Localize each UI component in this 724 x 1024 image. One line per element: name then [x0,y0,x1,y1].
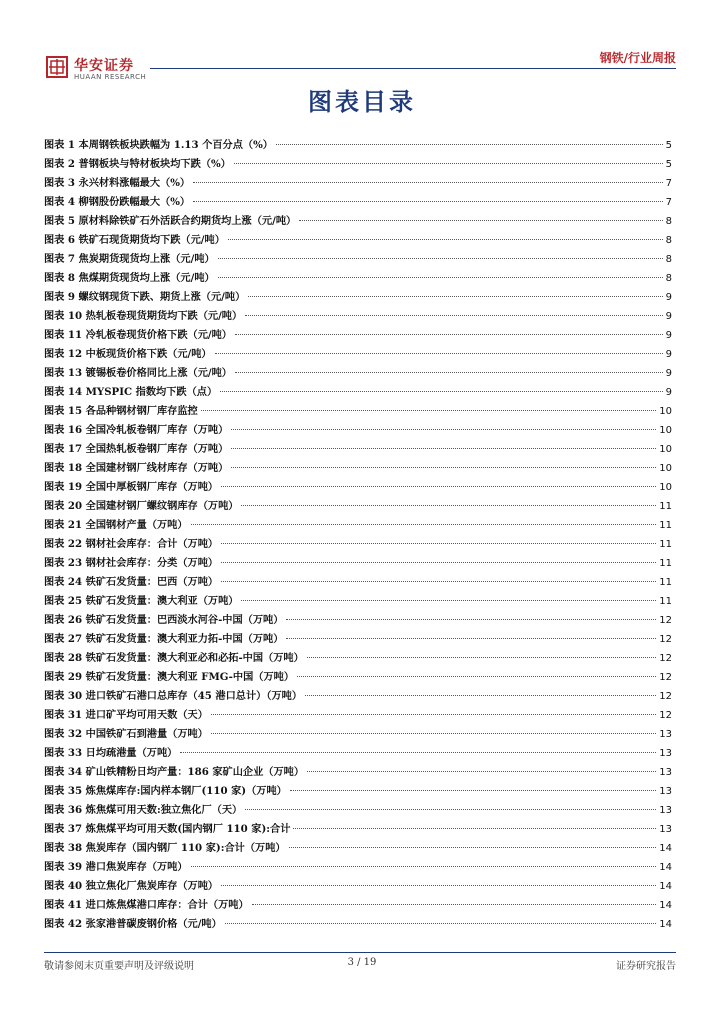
toc-entry-label: 图表 4 柳钢股份跌幅最大（%） [44,196,191,208]
toc-entry[interactable] [44,611,672,630]
toc-entry-label: 图表 32 中国铁矿石到港量（万吨） [44,728,208,740]
toc-entry-page: 14 [659,862,672,873]
toc-entry-label: 图表 39 港口焦炭库存（万吨） [44,861,188,873]
toc-leader-dots [218,277,663,278]
toc-leader-dots [193,182,663,183]
toc-entry[interactable] [44,383,672,402]
toc-leader-dots [276,144,663,145]
logo-icon [46,56,68,78]
toc-entry-label: 图表 27 铁矿石发货量：澳大利亚力拓-中国（万吨） [44,633,284,645]
toc-entry[interactable] [44,136,672,155]
toc-entry-page: 10 [659,482,672,493]
toc-entry-page: 14 [659,900,672,911]
toc-entry-label: 图表 7 焦炭期货现货均上涨（元/吨） [44,253,215,265]
toc-entry[interactable] [44,364,672,383]
toc-entry[interactable] [44,744,672,763]
toc-entry-page: 11 [659,501,672,512]
toc-leader-dots [248,296,662,297]
toc-entry-label: 图表 8 焦煤期货现货均上涨（元/吨） [44,272,215,284]
toc-entry-page: 11 [659,558,672,569]
toc-entry-page: 7 [665,197,672,208]
toc-entry-label: 图表 37 炼焦煤平均可用天数(国内钢厂 110 家):合计 [44,823,291,835]
logo-name: 华安证券 [74,58,134,74]
toc-leader-dots [221,581,656,582]
toc-entry[interactable] [44,174,672,193]
toc-entry-label: 图表 26 铁矿石发货量：巴西淡水河谷-中国（万吨） [44,614,284,626]
toc-entry[interactable] [44,630,672,649]
toc-leader-dots [220,391,662,392]
toc-leader-dots [225,923,656,924]
toc-leader-dots [191,524,657,525]
toc-entry-label: 图表 17 全国热轧板卷钢厂库存（万吨） [44,443,229,455]
toc-entry[interactable] [44,459,672,478]
toc-entry[interactable] [44,592,672,611]
footer-disclaimer: 敬请参阅末页重要声明及评级说明 [44,961,194,972]
toc-entry-label: 图表 29 铁矿石发货量：澳大利亚 FMG-中国（万吨） [44,671,295,683]
toc-entry-page: 7 [665,178,672,189]
header-divider [150,68,676,69]
toc-entry-page: 5 [665,159,672,170]
toc-entry-label: 图表 33 日均疏港量（万吨） [44,747,178,759]
toc-entry-label: 图表 24 铁矿石发货量：巴西（万吨） [44,576,219,588]
toc-entry-page: 9 [665,330,672,341]
toc-leader-dots [218,258,663,259]
toc-entry-label: 图表 16 全国冷轧板卷钢厂库存（万吨） [44,424,229,436]
toc-entry[interactable] [44,212,672,231]
toc-entry-label: 图表 10 热轧板卷现货期货均下跌（元/吨） [44,310,243,322]
toc-leader-dots [231,429,656,430]
toc-entry-page: 9 [665,349,672,360]
toc-entry[interactable] [44,345,672,364]
toc-leader-dots [290,790,656,791]
toc-entry[interactable] [44,915,672,934]
toc-leader-dots [221,885,656,886]
toc-entry-page: 13 [659,824,672,835]
toc-entry-page: 14 [659,919,672,930]
toc-entry[interactable] [44,155,672,174]
toc-leader-dots [221,543,656,544]
toc-entry-page: 13 [659,729,672,740]
toc-entry[interactable] [44,497,672,516]
toc-leader-dots [293,828,656,829]
footer-report-label: 证券研究报告 [616,961,676,972]
toc-entry[interactable] [44,706,672,725]
toc-leader-dots [241,505,656,506]
page-title: 图表目录 [308,87,416,116]
toc-leader-dots [289,847,657,848]
toc-entry[interactable] [44,193,672,212]
toc-entry[interactable] [44,649,672,668]
toc-leader-dots [193,201,663,202]
toc-entry-label: 图表 2 普钢板块与特材板块均下跌（%） [44,158,231,170]
toc-entry-label: 图表 13 镀锡板卷价格同比上涨（元/吨） [44,367,232,379]
toc-entry-page: 5 [665,140,672,151]
toc-leader-dots [297,676,656,677]
toc-entry-label: 图表 19 全国中厚板钢厂库存（万吨） [44,481,219,493]
toc-entry[interactable] [44,858,672,877]
toc-entry-page: 11 [659,577,672,588]
toc-leader-dots [211,733,656,734]
toc-leader-dots [307,657,656,658]
toc-entry-page: 13 [659,786,672,797]
toc-entry-page: 14 [659,881,672,892]
toc-leader-dots [286,638,656,639]
toc-entry[interactable] [44,326,672,345]
toc-entry-label: 图表 1 本周钢铁板块跌幅为 1.13 个百分点（%） [44,139,273,151]
toc-entry-page: 12 [659,634,672,645]
toc-entry[interactable] [44,402,672,421]
toc-entry-label: 图表 11 冷轧板卷现货价格下跌（元/吨） [44,329,232,341]
toc-leader-dots [201,410,657,411]
toc-entry-label: 图表 28 铁矿石发货量：澳大利亚必和必拓-中国（万吨） [44,652,304,664]
toc-leader-dots [241,600,656,601]
toc-entry-page: 11 [659,520,672,531]
toc-entry-label: 图表 23 钢材社会库存：分类（万吨） [44,557,219,569]
footer-divider [44,952,676,953]
toc-entry-label: 图表 25 铁矿石发货量：澳大利亚（万吨） [44,595,239,607]
table-of-figures [44,136,672,934]
toc-entry-page: 12 [659,653,672,664]
toc-entry[interactable] [44,535,672,554]
toc-entry-label: 图表 12 中板现货价格下跌（元/吨） [44,348,212,360]
toc-entry-page: 10 [659,463,672,474]
toc-entry[interactable] [44,763,672,782]
toc-leader-dots [305,695,656,696]
toc-leader-dots [252,904,657,905]
toc-entry-label: 图表 21 全国钢材产量（万吨） [44,519,188,531]
toc-entry-page: 12 [659,615,672,626]
toc-entry[interactable] [44,478,672,497]
page-header [0,0,724,90]
toc-entry-page: 8 [665,254,672,265]
logo-subtitle: HUAAN RESEARCH [74,73,147,81]
toc-leader-dots [221,486,656,487]
toc-entry[interactable] [44,440,672,459]
toc-entry[interactable] [44,250,672,269]
toc-entry-label: 图表 20 全国建材钢厂螺纹钢库存（万吨） [44,500,239,512]
toc-leader-dots [245,315,662,316]
toc-leader-dots [221,562,656,563]
toc-entry-label: 图表 41 进口炼焦煤港口库存：合计（万吨） [44,899,249,911]
toc-entry[interactable] [44,725,672,744]
toc-leader-dots [234,163,663,164]
toc-entry[interactable] [44,269,672,288]
toc-entry-page: 8 [665,273,672,284]
toc-entry[interactable] [44,801,672,820]
toc-leader-dots [235,334,663,335]
toc-entry-label: 图表 18 全国建材钢厂线材库存（万吨） [44,462,229,474]
toc-entry-label: 图表 6 铁矿石现货期货均下跌（元/吨） [44,234,225,246]
report-type: 钢铁/行业周报 [599,51,676,65]
toc-entry-page: 14 [659,843,672,854]
toc-entry[interactable] [44,421,672,440]
toc-leader-dots [299,220,662,221]
toc-entry-page: 10 [659,425,672,436]
toc-entry-page: 12 [659,710,672,721]
toc-entry-label: 图表 31 进口矿平均可用天数（天） [44,709,208,721]
toc-entry[interactable] [44,231,672,250]
toc-entry-label: 图表 38 焦炭库存（国内钢厂 110 家):合计（万吨） [44,842,286,854]
toc-entry-label: 图表 42 张家港普碳废钢价格（元/吨） [44,918,222,930]
toc-leader-dots [191,866,657,867]
toc-entry-page: 9 [665,387,672,398]
toc-entry-page: 13 [659,805,672,816]
toc-entry-label: 图表 36 炼焦煤可用天数:独立焦化厂（天） [44,804,243,816]
toc-leader-dots [307,771,656,772]
toc-entry-label: 图表 14 MYSPIC 指数均下跌（点） [44,386,218,398]
toc-leader-dots [228,239,663,240]
toc-entry-label: 图表 34 矿山铁精粉日均产量：186 家矿山企业（万吨） [44,766,305,778]
toc-entry-label: 图表 30 进口铁矿石港口总库存（45 港口总计）（万吨） [44,690,303,702]
toc-entry-label: 图表 9 螺纹钢现货下跌、期货上涨（元/吨） [44,291,246,303]
toc-entry[interactable] [44,516,672,535]
toc-entry-label: 图表 22 钢材社会库存：合计（万吨） [44,538,219,550]
toc-entry-label: 图表 40 独立焦化厂焦炭库存（万吨） [44,880,219,892]
toc-leader-dots [215,353,663,354]
page-indicator: 3 / 19 [347,957,377,968]
toc-entry[interactable] [44,839,672,858]
toc-entry[interactable] [44,820,672,839]
toc-entry[interactable] [44,687,672,706]
toc-entry-page: 9 [665,311,672,322]
toc-entry-page: 11 [659,596,672,607]
toc-leader-dots [245,809,656,810]
toc-entry-page: 9 [665,368,672,379]
toc-leader-dots [286,619,656,620]
toc-entry-page: 10 [659,444,672,455]
toc-entry[interactable] [44,554,672,573]
toc-entry-page: 8 [665,216,672,227]
toc-entry-page: 11 [659,539,672,550]
toc-entry-page: 13 [659,748,672,759]
toc-entry[interactable] [44,288,672,307]
toc-entry[interactable] [44,877,672,896]
toc-leader-dots [211,714,656,715]
toc-entry[interactable] [44,307,672,326]
toc-entry-label: 图表 3 永兴材料涨幅最大（%） [44,177,191,189]
toc-leader-dots [231,448,656,449]
toc-leader-dots [235,372,663,373]
toc-entry-page: 10 [659,406,672,417]
toc-entry[interactable] [44,782,672,801]
toc-entry-page: 12 [659,691,672,702]
toc-entry[interactable] [44,573,672,592]
toc-entry-page: 12 [659,672,672,683]
toc-entry-page: 13 [659,767,672,778]
toc-entry-page: 9 [665,292,672,303]
toc-entry[interactable] [44,896,672,915]
toc-leader-dots [231,467,656,468]
toc-entry-page: 8 [665,235,672,246]
toc-entry[interactable] [44,668,672,687]
toc-leader-dots [180,752,656,753]
toc-entry-label: 图表 15 各品种钢材钢厂库存监控 [44,405,198,417]
toc-entry-label: 图表 5 原材料除铁矿石外活跃合约期货均上涨（元/吨） [44,215,297,227]
toc-entry-label: 图表 35 炼焦煤库存:国内样本钢厂(110 家)（万吨） [44,785,287,797]
